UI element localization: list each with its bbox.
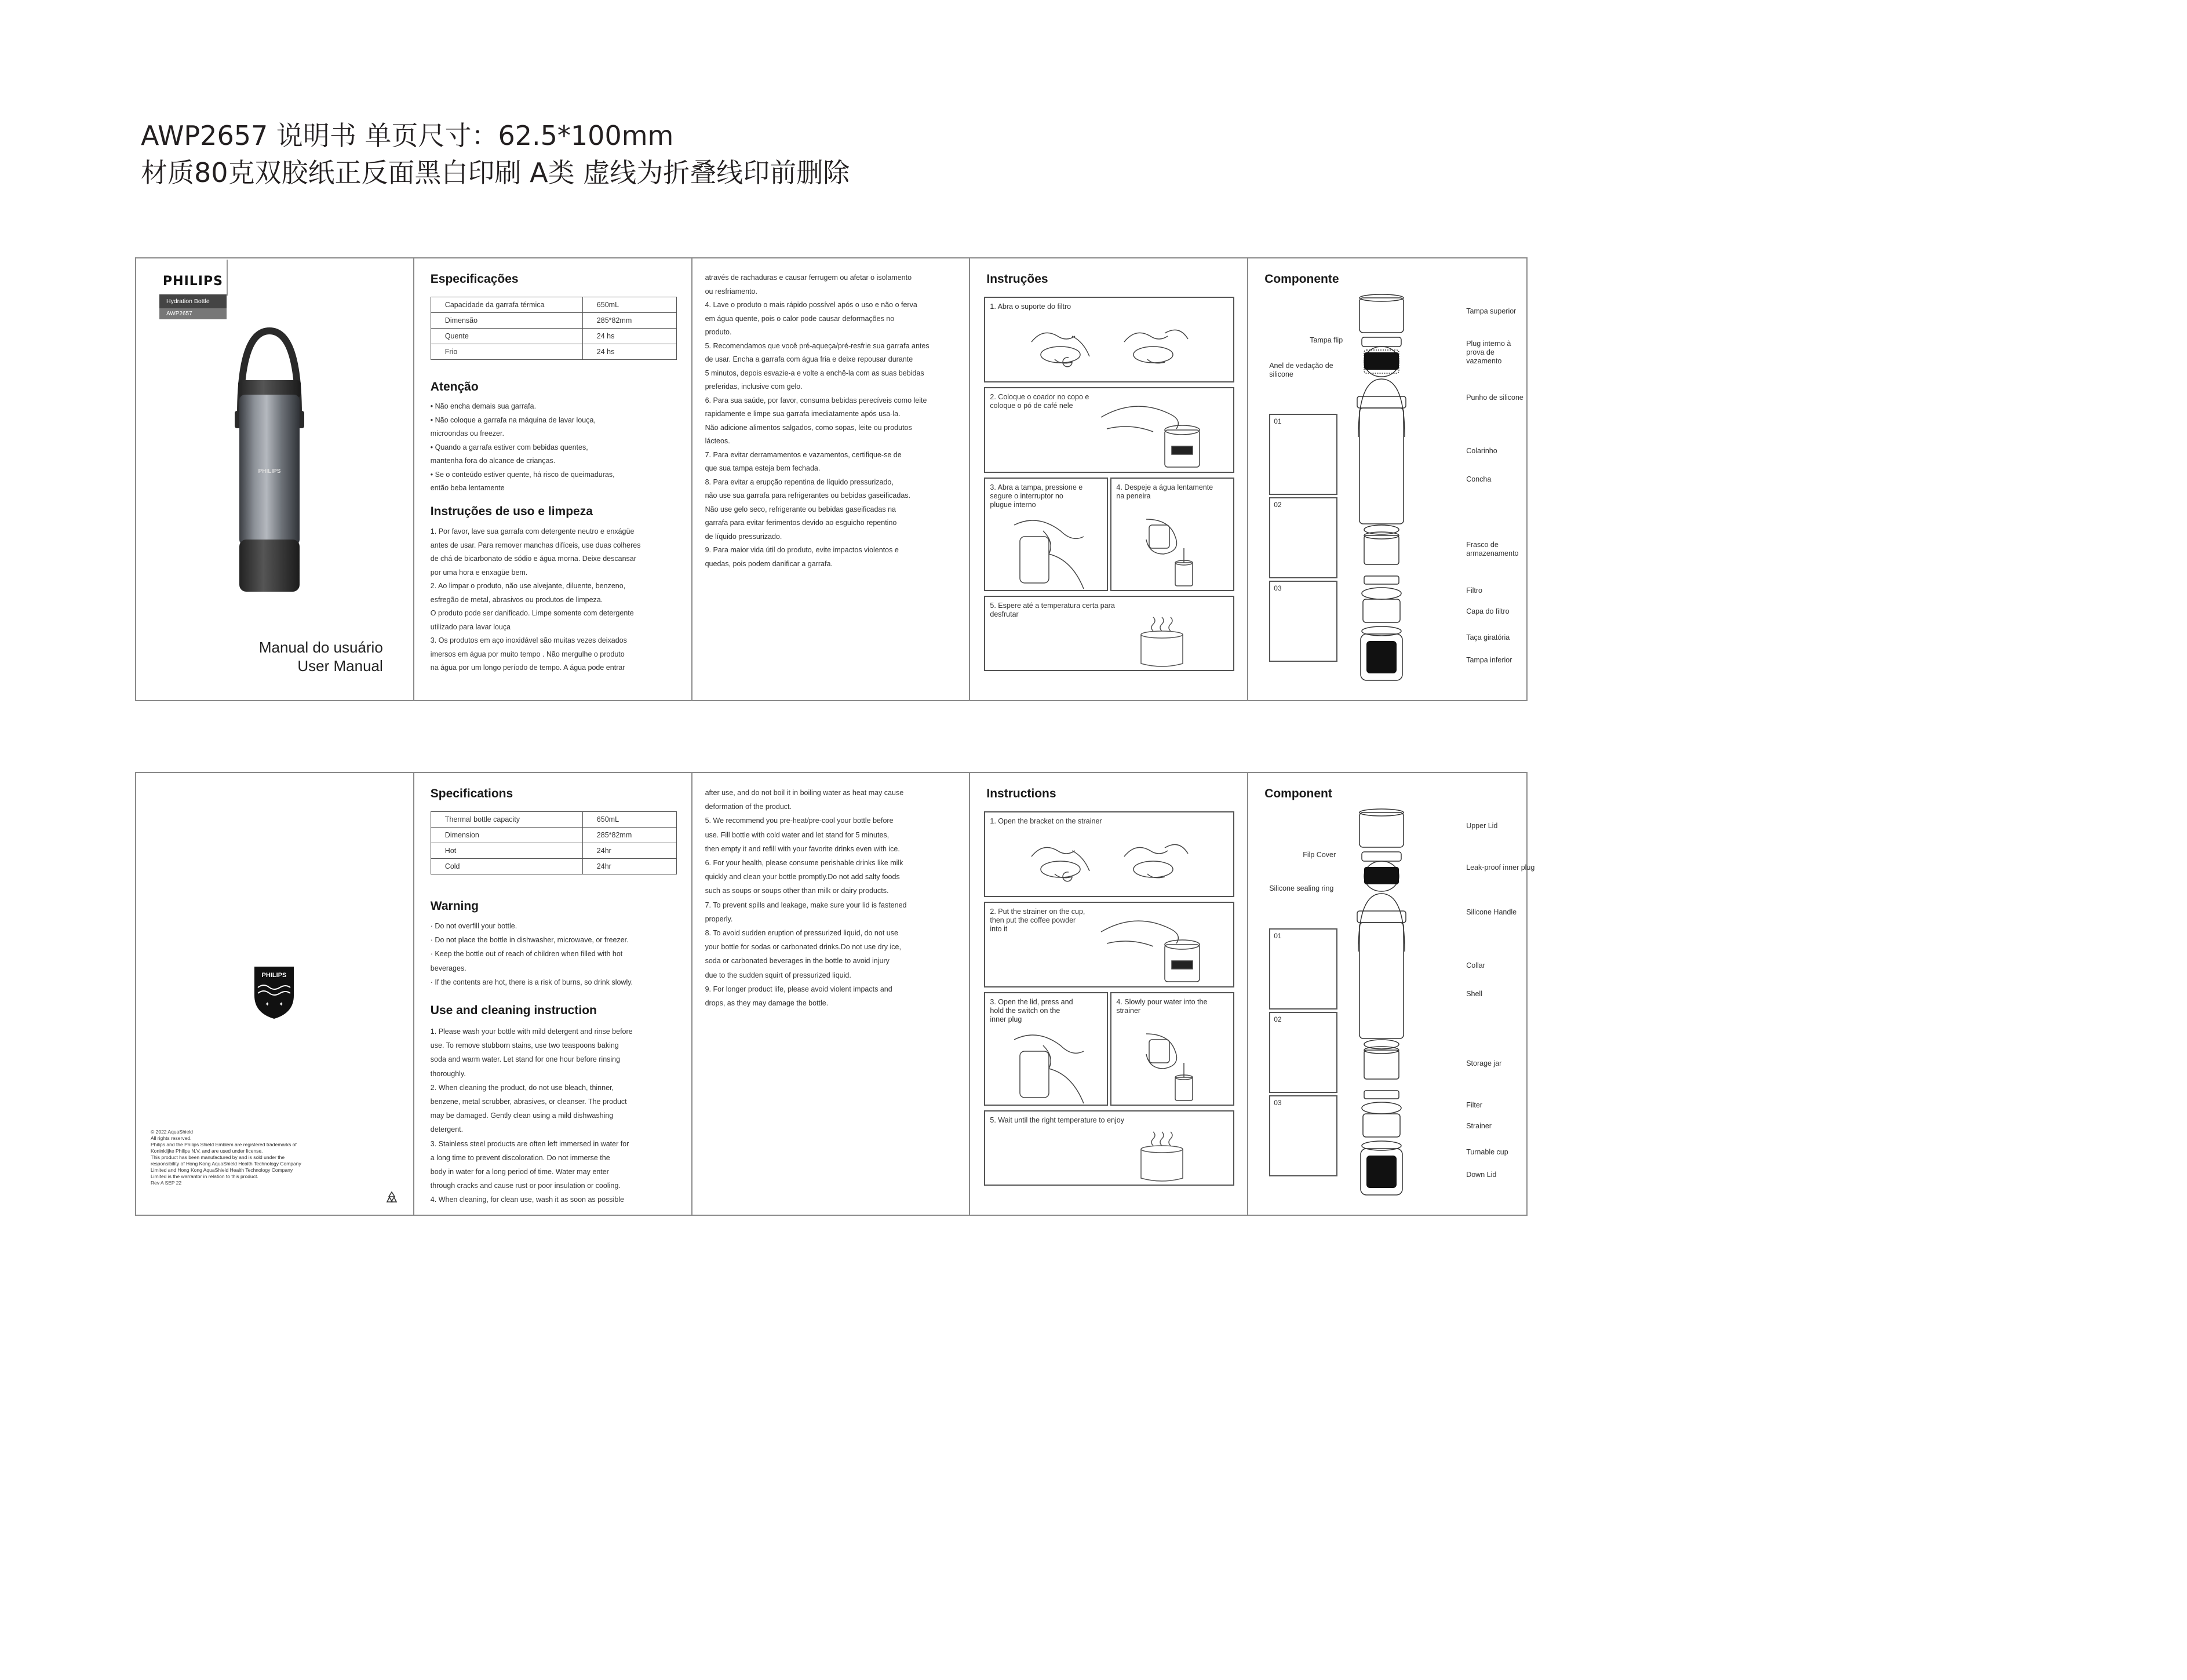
press-switch-illustration — [1008, 513, 1101, 589]
label-handle: Punho de silicone — [1466, 393, 1523, 402]
list-item: de líquido pressurizado. — [705, 532, 782, 541]
list-item: may be damaged. Gently clean using a mild dishwashing — [430, 1112, 614, 1120]
hands-open-bracket-illustration — [1020, 319, 1205, 377]
list-item: 5. We recommend you pre-heat/pre-cool your bottle before — [705, 817, 894, 825]
instruction-step-1: 1. Abra o suporte do filtro — [984, 297, 1234, 382]
list-item: imersos em água por muito tempo . Não mergulhe o produto — [430, 650, 625, 658]
list-item: • Se o conteúdo estiver quente, há risco de queimaduras, — [430, 470, 615, 479]
svg-text:✦: ✦ — [265, 1001, 270, 1008]
label-strainer: Strainer — [1466, 1122, 1492, 1130]
label-filter: Filtro — [1466, 586, 1482, 595]
list-item: beverages. — [430, 964, 466, 972]
instructions-panel-en — [970, 773, 1248, 1215]
component-panel — [1248, 258, 1526, 700]
list-item: use. To remove stubborn stains, use two teaspoons baking — [430, 1041, 619, 1050]
list-item: mantenha fora do alcance de crianças. — [430, 457, 556, 465]
exploded-bottle-diagram — [1341, 292, 1422, 698]
list-item: 1. Please wash your bottle with mild detergent and rinse before — [430, 1027, 633, 1036]
list-item: a long time to prevent discoloration. Do not immerse the — [430, 1153, 610, 1162]
list-item: então beba lentamente — [430, 484, 505, 492]
list-item: na água por um longo período de tempo. A água pode entrar — [430, 664, 625, 672]
label-strainer: Capa do filtro — [1466, 607, 1510, 615]
table-row: Quente 24 hs — [431, 329, 676, 344]
list-item: de chá de bicarbonato de sódio e água morna. Deixe descansar — [430, 555, 636, 563]
bottle-illustration — [223, 325, 316, 615]
list-item: 5 minutos, depois esvazie-a e volte a enchê-la com as suas bebidas — [705, 369, 924, 377]
label-flip-cover: Tampa flip — [1310, 336, 1343, 344]
component-panel-en — [1248, 773, 1535, 1215]
list-item: your bottle for sodas or carbonated drinks.Do not use dry ice, — [705, 943, 901, 952]
table-row: Capacidade da garrafa térmica 650mL — [431, 297, 676, 313]
cup-with-strainer-illustration — [1095, 394, 1223, 469]
label-flip-cover: Filp Cover — [1303, 851, 1336, 859]
list-item: 9. Para maior vida útil do produto, evite impactos violentos e — [705, 546, 899, 554]
detail-box-02: 02 — [1269, 1012, 1337, 1093]
detail-box-02: 02 — [1269, 497, 1337, 578]
list-item: • Não encha demais sua garrafa. — [430, 402, 537, 410]
label-leak-plug: Leak-proof inner plug — [1466, 863, 1535, 872]
list-item: 6. For your health, please consume perishable drinks like milk — [705, 859, 903, 868]
list-item: 4. Lave o produto o mais rápido possível após o uso e não o ferva — [705, 301, 917, 309]
list-item: lácteos. — [705, 437, 730, 445]
list-item: after use, and do not boil it in boiling water as heat may cause — [705, 789, 904, 797]
specs-panel — [414, 258, 692, 700]
label-collar: Collar — [1466, 961, 1485, 970]
label-seal-ring: Silicone sealing ring — [1269, 884, 1334, 892]
instructions-panel — [970, 258, 1248, 700]
label-upper-lid: Tampa superior — [1466, 307, 1517, 315]
component-title: Componente — [1264, 272, 1339, 286]
list-item: soda or carbonated beverages in the bottle to avoid injury — [705, 957, 890, 965]
list-item: Não adicione alimentos salgados, como sopas, leite ou produtos — [705, 423, 912, 432]
back-cover-panel — [136, 773, 414, 1215]
list-item: 3. Stainless steel products are often left immersed in water for — [430, 1139, 629, 1148]
table-row: Dimension 285*82mm — [431, 828, 676, 843]
cover-title-pt: Manual do usuário — [258, 639, 383, 656]
list-item: 7. Para evitar derramamentos e vazamentos, certifique-se de — [705, 450, 902, 459]
product-name: Hydration Bottle — [159, 294, 227, 308]
usage-list — [431, 1025, 686, 1207]
instructions-title: Instruções — [986, 272, 1048, 286]
list-item: benzene, metal scrubber, abrasives, or cleanser. The product — [430, 1098, 627, 1106]
cover-title-en: User Manual — [297, 657, 383, 675]
list-item: body in water for a long period of time. Water may enter — [430, 1168, 609, 1176]
table-row: Cold 24hr — [431, 859, 676, 874]
bottle-logo: PHILIPS — [258, 468, 281, 475]
label-upper-lid: Upper Lid — [1466, 822, 1498, 830]
label-filter: Filter — [1466, 1101, 1482, 1109]
cup-with-strainer-illustration — [1095, 909, 1223, 984]
list-item: through cracks and cause rust or poor insulation or cooling. — [430, 1182, 621, 1190]
list-item: quickly and clean your bottle promptly.Do not add salty foods — [705, 873, 900, 881]
specs-table — [431, 297, 677, 360]
list-item: 2. When cleaning the product, do not use bleach, thinner, — [430, 1083, 614, 1092]
steaming-cup-illustration — [1136, 1129, 1188, 1184]
list-item: such as soups or soups other than milk or dairy products. — [705, 887, 889, 895]
list-item: · Do not overfill your bottle. — [430, 922, 517, 930]
detail-box-01: 01 — [1269, 414, 1337, 495]
instruction-step-4: 4. Slowly pour water into the strainer — [1110, 992, 1234, 1106]
component-title: Component — [1264, 787, 1332, 800]
list-item: preferidas, inclusive com gelo. — [705, 382, 803, 391]
instruction-step-3: 3. Open the lid, press and hold the switch on the inner plug — [984, 992, 1108, 1106]
brand-logo: PHILIPS — [159, 258, 227, 294]
philips-shield-logo — [252, 964, 296, 1020]
list-item: esfregão de metal, abrasivos ou produtos de limpeza. — [430, 595, 603, 604]
label-shell: Concha — [1466, 475, 1492, 483]
recycle-icon — [384, 1190, 399, 1205]
sheet-portuguese — [135, 257, 1528, 701]
specs-table — [431, 811, 677, 874]
specs-title: Specifications — [430, 787, 513, 800]
list-item: que sua tampa esteja bem fechada. — [705, 464, 821, 472]
exploded-bottle-diagram — [1341, 807, 1422, 1212]
list-item: O produto pode ser danificado. Limpe somente com detergente — [430, 609, 634, 617]
press-switch-illustration — [1008, 1028, 1101, 1103]
list-item: 2. Ao limpar o produto, não use alvejante, diluente, benzeno, — [430, 582, 626, 590]
pour-water-illustration — [1129, 508, 1227, 589]
detail-box-03: 03 — [1269, 1095, 1337, 1176]
legal-notice: © 2022 AquaShield All rights reserved. Philips and the Philips Shield Emblem are registered trademarks of Koninklijke Philips N.V. and are used under license. This product has been manufactured by and is sold under the responsibility of Hong Kong AquaShield Health Technology Company Limited and Hong Kong AquaShield Health Technology Company Limited is the warrantor in relation to this product. Rev A SEP 22 — [151, 1129, 301, 1186]
usage-title: Use and cleaning instruction — [430, 1004, 597, 1017]
warning-title: Warning — [430, 899, 479, 913]
hands-open-bracket-illustration — [1020, 833, 1205, 891]
label-leak-plug: Plug interno à prova de vazamento — [1466, 340, 1511, 365]
brand-card — [159, 258, 227, 319]
list-item: Não use gelo seco, refrigerante ou bebidas gaseificadas na — [705, 505, 896, 513]
list-item: 6. Para sua saúde, por favor, consuma bebidas perecíveis como leite — [705, 396, 927, 404]
label-jar: Storage jar — [1466, 1059, 1502, 1067]
svg-text:✦: ✦ — [279, 1001, 284, 1008]
list-item: de usar. Encha a garrafa com água fria e deixe repousar durante — [705, 355, 913, 363]
header-line-1: AWP2657 说明书 单页尺寸：62.5*100mm — [141, 120, 674, 151]
list-item: thoroughly. — [430, 1069, 466, 1078]
list-item: 7. To prevent spills and leakage, make sure your lid is fastened — [705, 901, 907, 909]
specs-title: Especificações — [430, 272, 519, 286]
continued-panel-en — [692, 773, 971, 1215]
list-item: 8. Para evitar a erupção repentina de líquido pressurizado, — [705, 478, 894, 486]
list-item: 3. Os produtos em aço inoxidável são muitas vezes deixados — [430, 636, 627, 644]
model-number: AWP2657 — [159, 308, 227, 319]
instruction-step-2: 2. Put the strainer on the cup, then put the coffee powder into it — [984, 902, 1234, 987]
list-item: ou resfriamento. — [705, 287, 757, 296]
list-item: antes de usar. Para remover manchas difíceis, use duas colheres — [430, 541, 641, 549]
instruction-step-3: 3. Abra a tampa, pressione e segure o interruptor no plugue interno — [984, 478, 1108, 591]
shield-brand: PHILIPS — [261, 972, 287, 979]
table-row: Frio 24 hs — [431, 344, 676, 360]
list-item: then empty it and refill with your favorite drinks even with ice. — [705, 844, 900, 853]
list-item: soda and warm water. Let stand for one hour before rinsing — [430, 1055, 621, 1064]
list-item: utilizado para lavar louça — [430, 622, 511, 631]
detail-box-01: 01 — [1269, 928, 1337, 1010]
list-item: 8. To avoid sudden eruption of pressurized liquid, do not use — [705, 929, 898, 938]
label-down-lid: Tampa inferior — [1466, 656, 1512, 664]
list-item: 1. Por favor, lave sua garrafa com detergente neutro e enxágüe — [430, 527, 635, 535]
list-item: 4. When cleaning, for clean use, wash it as soon as possible — [430, 1196, 625, 1204]
continued-panel — [692, 258, 971, 700]
list-item: drops, as they may damage the bottle. — [705, 999, 829, 1008]
list-item: quedas, pois podem danificar a garrafa. — [705, 559, 833, 568]
cover-title — [259, 638, 383, 675]
warning-title: Atenção — [430, 380, 479, 393]
steaming-cup-illustration — [1136, 614, 1188, 669]
list-item: detergent. — [430, 1125, 464, 1134]
header-line-2: 材质80克双胶纸正反面黑白印刷 A类 虚线为折叠线印前删除 — [141, 157, 850, 188]
instruction-step-2: 2. Coloque o coador no copo e coloque o pó de café nele — [984, 387, 1234, 473]
usage-title: Instruções de uso e limpeza — [430, 505, 593, 518]
label-shell: Shell — [1466, 990, 1482, 998]
detail-box-03: 03 — [1269, 581, 1337, 662]
label-cup: Turnable cup — [1466, 1148, 1508, 1156]
specs-panel-en — [414, 773, 692, 1215]
continued-list — [705, 271, 960, 571]
label-cup: Taça giratória — [1466, 633, 1510, 642]
label-jar: Frasco de armazenamento — [1466, 541, 1519, 557]
instruction-step-5: 5. Wait until the right temperature to enjoy — [984, 1110, 1234, 1186]
warning-list — [431, 919, 686, 989]
list-item: por uma hora e enxagüe bem. — [430, 568, 528, 577]
list-item: • Quando a garrafa estiver com bebidas quentes, — [430, 443, 588, 451]
instructions-title: Instructions — [986, 787, 1056, 800]
list-item: • Não coloque a garrafa na máquina de lavar louça, — [430, 416, 596, 424]
list-item: microondas ou freezer. — [430, 429, 504, 438]
pour-water-illustration — [1129, 1022, 1227, 1103]
table-row: Dimensão 285*82mm — [431, 313, 676, 329]
instruction-step-4: 4. Despeje a água lentamente na peneira — [1110, 478, 1234, 591]
cover-panel — [136, 258, 414, 700]
label-down-lid: Down Lid — [1466, 1171, 1497, 1179]
list-item: através de rachaduras e causar ferrugem ou afetar o isolamento — [705, 274, 912, 282]
list-item: properly. — [705, 914, 733, 923]
list-item: garrafa para evitar ferimentos devido ao esguicho repentino — [705, 519, 897, 527]
sheet-english — [135, 772, 1535, 1216]
list-item: em água quente, pois o calor pode causar deformações no — [705, 314, 895, 323]
label-seal-ring: Anel de vedação de silicone — [1269, 362, 1333, 378]
list-item: use. Fill bottle with cold water and let stand for 5 minutes, — [705, 830, 890, 839]
table-row: Hot 24hr — [431, 843, 676, 859]
list-item: rapidamente e limpe sua garrafa imediatamente após usa-la. — [705, 410, 901, 418]
instruction-step-5: 5. Espere até a temperatura certa para desfrutar — [984, 596, 1234, 671]
list-item: não use sua garrafa para refrigerantes ou bebidas gaseificadas. — [705, 491, 910, 500]
list-item: deformation of the product. — [705, 803, 792, 811]
list-item: due to the sudden squirt of pressurized liquid. — [705, 971, 851, 979]
table-row: Thermal bottle capacity 650mL — [431, 812, 676, 828]
list-item: · Do not place the bottle in dishwasher, microwave, or freezer. — [430, 936, 629, 945]
continued-list — [705, 786, 960, 1010]
usage-list — [431, 525, 686, 675]
list-item: 5. Recomendamos que você pré-aqueça/pré-resfrie sua garrafa antes — [705, 341, 930, 350]
label-handle: Silicone Handle — [1466, 908, 1517, 916]
list-item: 9. For longer product life, please avoid violent impacts and — [705, 985, 892, 993]
warning-list — [431, 400, 686, 495]
list-item: · If the contents are hot, there is a risk of burns, so drink slowly. — [430, 978, 633, 986]
label-collar: Colarinho — [1466, 447, 1497, 455]
instruction-step-1: 1. Open the bracket on the strainer — [984, 811, 1234, 897]
list-item: produto. — [705, 328, 732, 336]
list-item: · Keep the bottle out of reach of children when filled with hot — [430, 950, 623, 959]
